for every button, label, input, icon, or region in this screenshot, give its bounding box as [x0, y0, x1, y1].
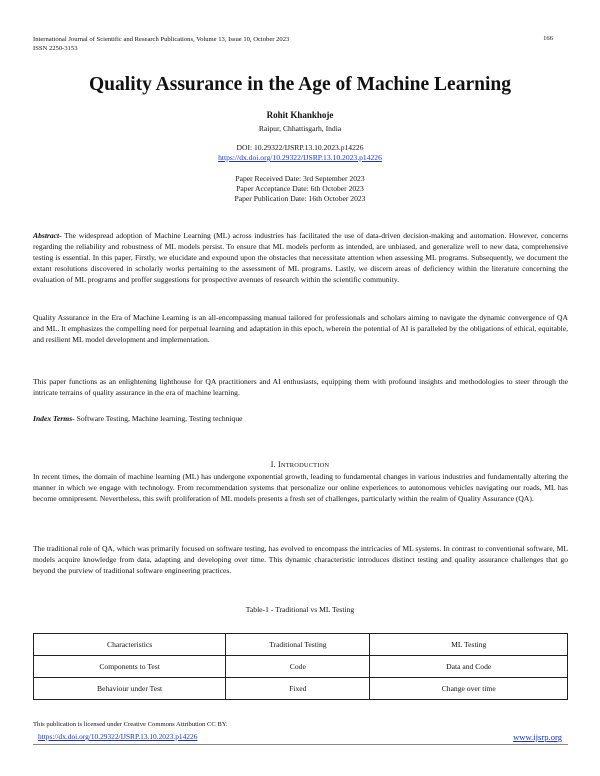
paper-dates: [0, 174, 600, 204]
license-note: This publication is licensed under Creative Commons Attribution CC BY.: [33, 721, 228, 728]
affiliation: Raipur, Chhattisgarh, India: [258, 124, 342, 133]
table-cell: Traditional Testing: [226, 634, 370, 656]
index-terms-text: - Software Testing, Machine learning, Testing technique: [72, 414, 243, 423]
journal-site-link[interactable]: www.ijsrp.org: [513, 732, 562, 742]
table-cell: Components to Test: [34, 656, 226, 678]
table-caption: Table-1 - Traditional vs ML Testing: [245, 605, 355, 614]
doi-link[interactable]: https://dx.doi.org/10.29322/IJSRP.13.10.2023.p14226: [218, 153, 382, 162]
paragraph-qa-era: Quality Assurance in the Era of Machine Learning is an all-encompassing manual tailored for professionals and scholars aiming to navigate the dynamic convergence of QA and ML. It emphasizes the compelling need for perpetual learning and adaptation in this epoch, wherein the potential of AI is paralleled by the obligations of ethical, equitable, and resilient ML model development and implementation.: [33, 313, 568, 345]
paper-title: Quality Assurance in the Age of Machine Learning: [89, 74, 511, 95]
abstract-text: The widespread adoption of Machine Learning (ML) across industries has facilitated the use of data-driven decision-making and automation. However, concerns regarding the reliability and robustness of ML models persist. To ensure that ML models perform as intended, are unbiased, and generalize well to new data, comprehensive testing is essential. In this paper, Firstly, we elucidate and expound upon the obstacles that necessitate attention when assessing ML programs. Subsequently, we document the extant resolutions discovered in scholarly works pertaining to the assessment of ML programs. Lastly, we discern areas of deficiency within the literature concerning the evaluation of ML programs and proffer suggestions for prospective avenues of research within the scientific community.: [33, 231, 568, 285]
abstract-label: Abstract-: [33, 231, 62, 240]
journal-header: [33, 35, 289, 53]
published-date: Paper Publication Date: 16th October 2023: [234, 194, 366, 203]
table-cell: Change over time: [370, 678, 568, 700]
table-cell: Data and Code: [370, 656, 568, 678]
received-date: Paper Received Date: 3rd September 2023: [235, 174, 365, 183]
table-cell: Characteristics: [34, 634, 226, 656]
footer-doi-link[interactable]: https://dx.doi.org/10.29322/IJSRP.13.10.2023.p14226: [38, 732, 198, 741]
table-cell: Behaviour under Test: [34, 678, 226, 700]
introduction-paragraph-2: The traditional role of QA, which was primarily focused on software testing, has evolved to encompass the intricacies of ML systems. In contrast to conventional software, ML models acquire knowledge from data, adapting and developing over time. This dynamic characteristic introduces distinct testing and quality assurance challenges that go beyond the purview of traditional software engineering practices.: [33, 544, 568, 576]
footer-divider: [33, 744, 568, 745]
section-heading-introduction: I. INTRODUCTION: [270, 460, 330, 469]
table-cell: Fixed: [226, 678, 370, 700]
table-row: [34, 678, 568, 700]
author-name: Rohit Khankhoje: [266, 110, 334, 120]
table-cell: Code: [226, 656, 370, 678]
introduction-paragraph-1: In recent times, the domain of machine learning (ML) has undergone exponential growth, leading to fundamental changes in various industries and fundamentally altering the manner in which we engage with technology. From recommendation systems that personalize our online experiences to autonomous vehicles navigating our roads, ML has become omnipresent. Nevertheless, this swift proliferation of ML models presents a fresh set of challenges, particularly within the realm of Quality Assurance (QA).: [33, 472, 568, 504]
paragraph-lighthouse: This paper functions as an enlightening lighthouse for QA practitioners and AI enthusiasts, equipping them with profound insights and methodologies to steer through the intricate terrains of quality assurance in the era of machine learning.: [33, 377, 568, 398]
table-row: [34, 634, 568, 656]
table-cell: ML Testing: [370, 634, 568, 656]
doi: DOI: 10.29322/IJSRP.13.10.2023.p14226: [236, 143, 364, 152]
accepted-date: Paper Acceptance Date: 6th October 2023: [236, 184, 364, 193]
issn: ISSN 2250-3153: [33, 45, 78, 52]
index-terms-label: Index Terms: [33, 414, 73, 423]
page-number: 166: [543, 35, 553, 42]
table-row: [34, 656, 568, 678]
journal-name: International Journal of Scientific and Research Publications, Volume 13, Issue 10, October 2023: [33, 36, 290, 43]
index-terms: [33, 413, 568, 424]
abstract: [33, 230, 568, 285]
comparison-table: [33, 633, 568, 700]
